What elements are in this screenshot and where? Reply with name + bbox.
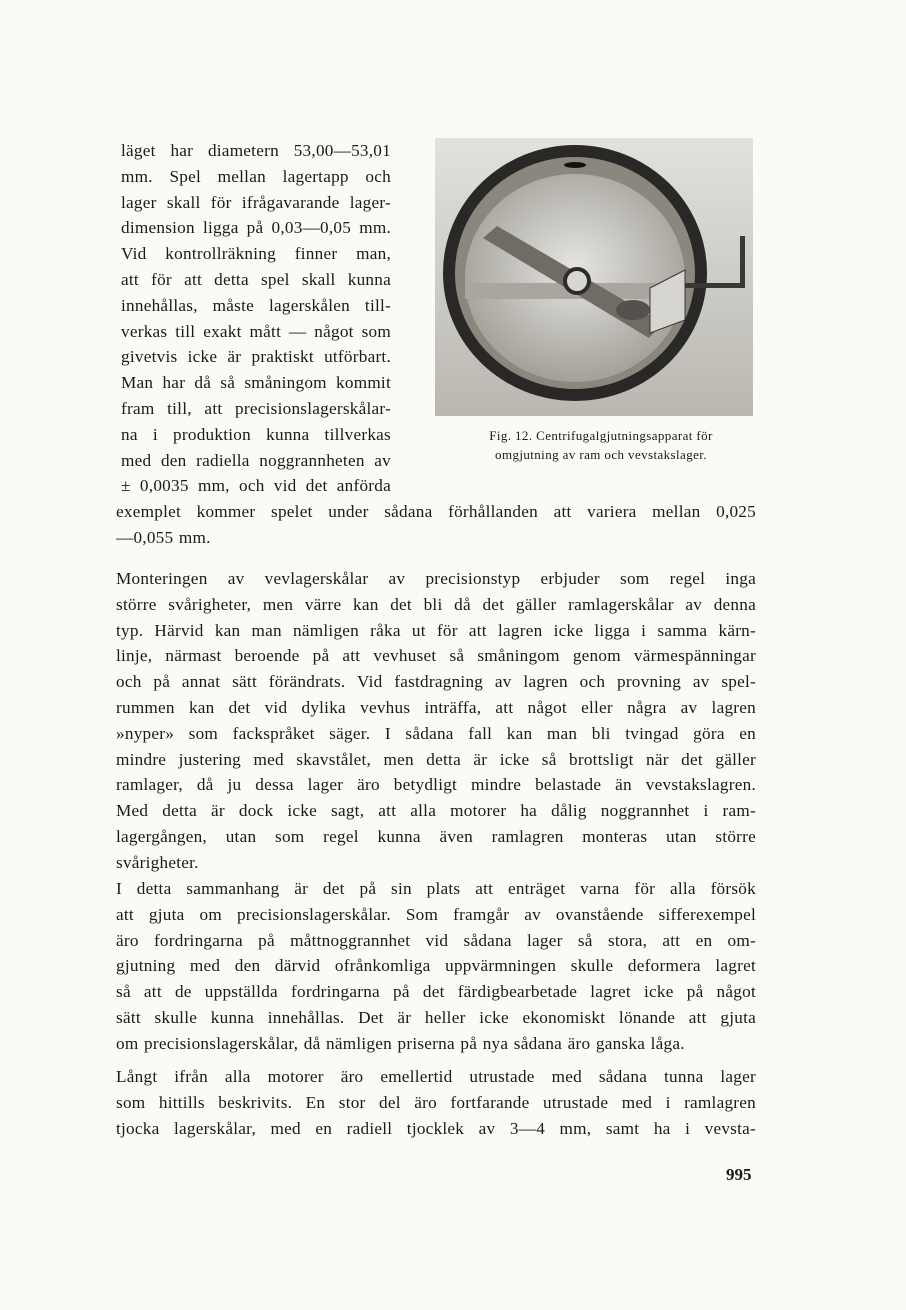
page-number: 995 xyxy=(726,1165,752,1184)
text-line: läget har diametern 53,00—53,01 xyxy=(121,141,391,160)
text-line: »nyper» som fackspråket säger. I sådana fall kan man bli tvingad göra en xyxy=(116,723,756,743)
text-line: Långt ifrån alla motorer äro emellertid utrustade med sådana tunna lager xyxy=(116,1067,756,1086)
text-line: ± 0,0035 mm, och vid det anförda xyxy=(121,476,391,496)
text-line: svårigheter. xyxy=(116,852,199,872)
text-line: fram till, att precisionslagerskålar- xyxy=(121,398,391,418)
text-line: större svårigheter, men värre kan det bli då det gäller ramlagerskålar av denna xyxy=(116,594,756,614)
text-line: som hittills beskrivits. En stor del äro fortfarande utrustade med i ramlagren xyxy=(116,1092,756,1112)
text-line: Man har då så småningom kommit xyxy=(121,373,391,393)
text-line: om precisionslagerskålar, då nämligen priserna på nya sådana äro ganska låga. xyxy=(116,1033,685,1053)
text-line: innehållas, måste lagerskålen till- xyxy=(121,295,391,315)
text-line: —0,055 mm. xyxy=(116,527,211,547)
text-line: typ. Härvid kan man nämligen råka ut för att lagren icke ligga i samma kärn- xyxy=(116,620,756,640)
text-line: lager skall för ifrågavarande lager- xyxy=(121,192,391,212)
text-line: mm. Spel mellan lagertapp och xyxy=(121,166,391,186)
text-line: äro fordringarna på måttnoggrannhet vid sådana lager så stora, att en om- xyxy=(116,930,756,950)
paragraph-3 xyxy=(116,876,756,1057)
figure-caption xyxy=(448,426,754,464)
text-line: och på annat sätt förändrats. Vid fastdragning av lagren och provning av spel- xyxy=(116,672,756,692)
figure-photo xyxy=(435,138,753,416)
text-line: Vid kontrollräkning finner man, xyxy=(121,244,391,264)
text-line: gjutning med den därvid ofrånkomliga uppvärmningen skulle deformera lagret xyxy=(116,956,756,976)
text-line: lagergången, utan som regel kunna även ramlagren monteras utan större xyxy=(116,826,756,846)
text-line: så att de uppställda fordringarna på det färdigbearbetade lagret icke på något xyxy=(116,982,756,1002)
text-line: Med detta är dock icke sagt, att alla motorer ha dålig noggrannhet i ram- xyxy=(116,801,756,821)
paragraph-1-continuation xyxy=(116,499,756,551)
text-line: med den radiella noggrannheten av xyxy=(121,450,391,470)
text-line: sätt skulle kunna innehållas. Det är heller icke ekonomiskt lönande att gjuta xyxy=(116,1007,756,1027)
paragraph-2 xyxy=(116,566,756,876)
text-line: linje, närmast beroende på att vevhuset så småningom genom värmespänningar xyxy=(116,646,756,666)
text-line: tjocka lagerskålar, med en radiell tjocklek av 3—4 mm, samt ha i vevsta- xyxy=(116,1118,756,1138)
text-line: ramlager, då ju dessa lager äro betydligt mindre belastade än vevstakslagren. xyxy=(116,775,756,795)
text-line: Monteringen av vevlagerskålar av precisionstyp erbjuder som regel inga xyxy=(116,569,756,588)
text-line: mindre justering med skavstålet, men detta är icke så brottsligt när det gäller xyxy=(116,749,756,769)
text-line: na i produktion kunna tillverkas xyxy=(121,424,391,444)
paragraph-4 xyxy=(116,1064,756,1141)
text-line: att för att detta spel skall kunna xyxy=(121,269,391,289)
text-line: exemplet kommer spelet under sådana förhållanden att variera mellan 0,025 xyxy=(116,502,756,521)
text-line: dimension ligga på 0,03—0,05 mm. xyxy=(121,218,391,238)
text-line: verkas till exakt mått — något som xyxy=(121,321,391,341)
caption-line: omgjutning av ram och vevstakslager. xyxy=(495,447,707,462)
text-line: givetvis icke är praktiskt utförbart. xyxy=(121,347,391,367)
text-line: I detta sammanhang är det på sin plats att enträget varna för alla försök xyxy=(116,879,756,898)
text-line: att gjuta om precisionslagerskålar. Som framgår av ovanstående sifferexempel xyxy=(116,904,756,924)
centrifugal-casting-apparatus-image xyxy=(435,138,753,416)
caption-line: Fig. 12. Centrifugalgjutningsapparat för xyxy=(489,428,713,443)
narrow-text-column xyxy=(121,138,391,499)
text-line: rummen kan det vid dylika vevhus inträffa, att något eller några av lagren xyxy=(116,697,756,717)
